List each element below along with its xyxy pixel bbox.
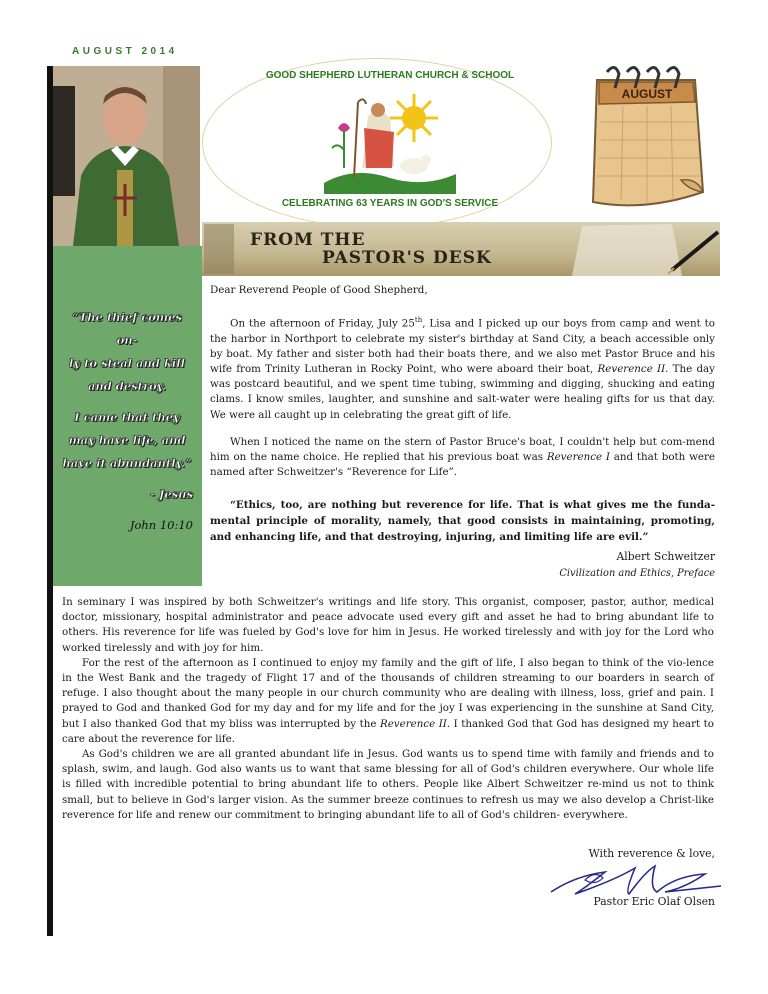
letter-paragraph-1	[210, 313, 715, 423]
letter-paragraph-4	[62, 656, 714, 747]
p1-superscript: th	[414, 316, 423, 324]
pastors-desk-banner	[202, 222, 720, 276]
quote-author: Albert Schweitzer	[616, 550, 715, 563]
p1-text-a: On the afternoon of Friday, July 25	[230, 317, 415, 330]
letter-paragraph-3: In seminary I was inspired by both Schweitzer's writings and life story. This organist, composer, pastor, author, medical doctor, missionary, hospital administrator and peace advocate used every gift and asset he had to bring abundant life to others. His reverence for life was fueled by God's love for him in Jesus. He worked tirelessly and with joy for the Lord who worked tirelessly and with joy for him.	[62, 596, 714, 654]
calendar-icon	[585, 62, 705, 217]
quote-attribution: - Jesus	[150, 487, 193, 501]
letter-body	[62, 595, 714, 823]
letter-salutation: Dear Reverend People of Good Shepherd,	[210, 284, 428, 296]
quote-line: and destroy.	[87, 379, 167, 393]
quote-line: “The thief comes on-	[72, 310, 182, 347]
quote-line: may have life, and	[68, 433, 186, 447]
letter-paragraph-5: As God's children we are all granted abundant life in Jesus. God wants us to spend time with family and friends and to splash, swim, and laugh. God also wants us to want that same blessing for all of God's children everywhere. Our whole life is filled with incredible potential to bring abundant life to others. People like Albert Schweitzer re-mind us not to think small, but to believe in God's larger vision. As the summer breeze continues to refresh us may we also develop a Christ-like reverence for life and renew our commitment to bringing abundant life to all of God's children- everywhere.	[62, 748, 714, 821]
quote-line: have it abundantly.”	[62, 456, 192, 470]
banner-title-line1: FROM THE	[250, 230, 366, 250]
boat-name: Reverence II	[379, 717, 447, 730]
p2-text-b: and that both were named after Schweitzer's “Reverence for Life”.	[210, 451, 715, 479]
scripture-quote	[61, 306, 193, 537]
letter-paragraph-2	[210, 435, 715, 481]
scripture-quote-box	[53, 246, 202, 586]
church-name: GOOD SHEPHERD LUTHERAN CHURCH & SCHOOL	[265, 70, 515, 81]
p2-text-a: When I noticed the name on the stern of Pastor Bruce's boat, I couldn't help but com-mend him on the name choice. He replied that his previous boat was	[210, 436, 715, 464]
celebrating-years: CELEBRATING 63 YEARS IN GOD'S SERVICE	[281, 198, 499, 209]
good-shepherd-logo	[314, 88, 466, 194]
quote-line: ly to steal and kill	[69, 356, 185, 370]
schweitzer-quote: “Ethics, too, are nothing but reverence for life. That is what gives me the funda-mental principle of morality, namely, that good consists in maintaining, promoting, and enhancing life, and that destroying, injuring, and limiting life are evil.”	[210, 499, 715, 543]
p4-text-b: . I thanked God that God has designed my heart to care about the reverence for life.	[62, 717, 714, 745]
quote-line: I came that they	[74, 410, 180, 424]
boat-name: Reverence II	[597, 363, 666, 376]
pastor-photo	[53, 66, 200, 246]
p1-text-b: , Lisa and I picked up our boys from camp and went to the harbor in Northport to celebrate my sister's birthday at Sand City, a beach accessible only by boat. My father and sister both had their boats there, and we also met Pastor Bruce and his wife from Trinity Lutheran in Rocky Point, who were aboard their boat,	[210, 317, 715, 376]
calendar-month-label: AUGUST	[621, 87, 673, 101]
quote-source: Civilization and Ethics, Preface	[559, 568, 715, 579]
quote-reference: John 10:10	[129, 518, 193, 532]
p4-text-a: For the rest of the afternoon as I continued to enjoy my family and the gift of life, I also began to think of the vio-lence in the West Bank and the tragedy of Flight 17 and of the thousands of children streaming to our boarders in search of refuge. I also thought about the many people in our church community who are dealing with illness, loss, grief and pain. I prayed to God and thanked God for my day and for my life and for the joy I was experiencing in the sunshine at Sand City, but I also thanked God that my bliss was interrupted by the	[62, 656, 714, 730]
newsletter-month: AUGUST 2014	[72, 46, 178, 57]
boat-name: Reverence I	[546, 451, 610, 464]
signature-name: Pastor Eric Olaf Olsen	[593, 895, 715, 908]
letter-closing: With reverence & love,	[588, 847, 715, 860]
p1-text-c: . The day was postcard beautiful, and we spent time tubing, swimming and digging, shucking and eating clams. I know smiles, laughter, and sunshine and salt-water were healing gifts for us that day. We were all caught up in celebrating the great gift of life.	[210, 363, 715, 421]
banner-title-line2: PASTOR'S DESK	[322, 248, 492, 268]
